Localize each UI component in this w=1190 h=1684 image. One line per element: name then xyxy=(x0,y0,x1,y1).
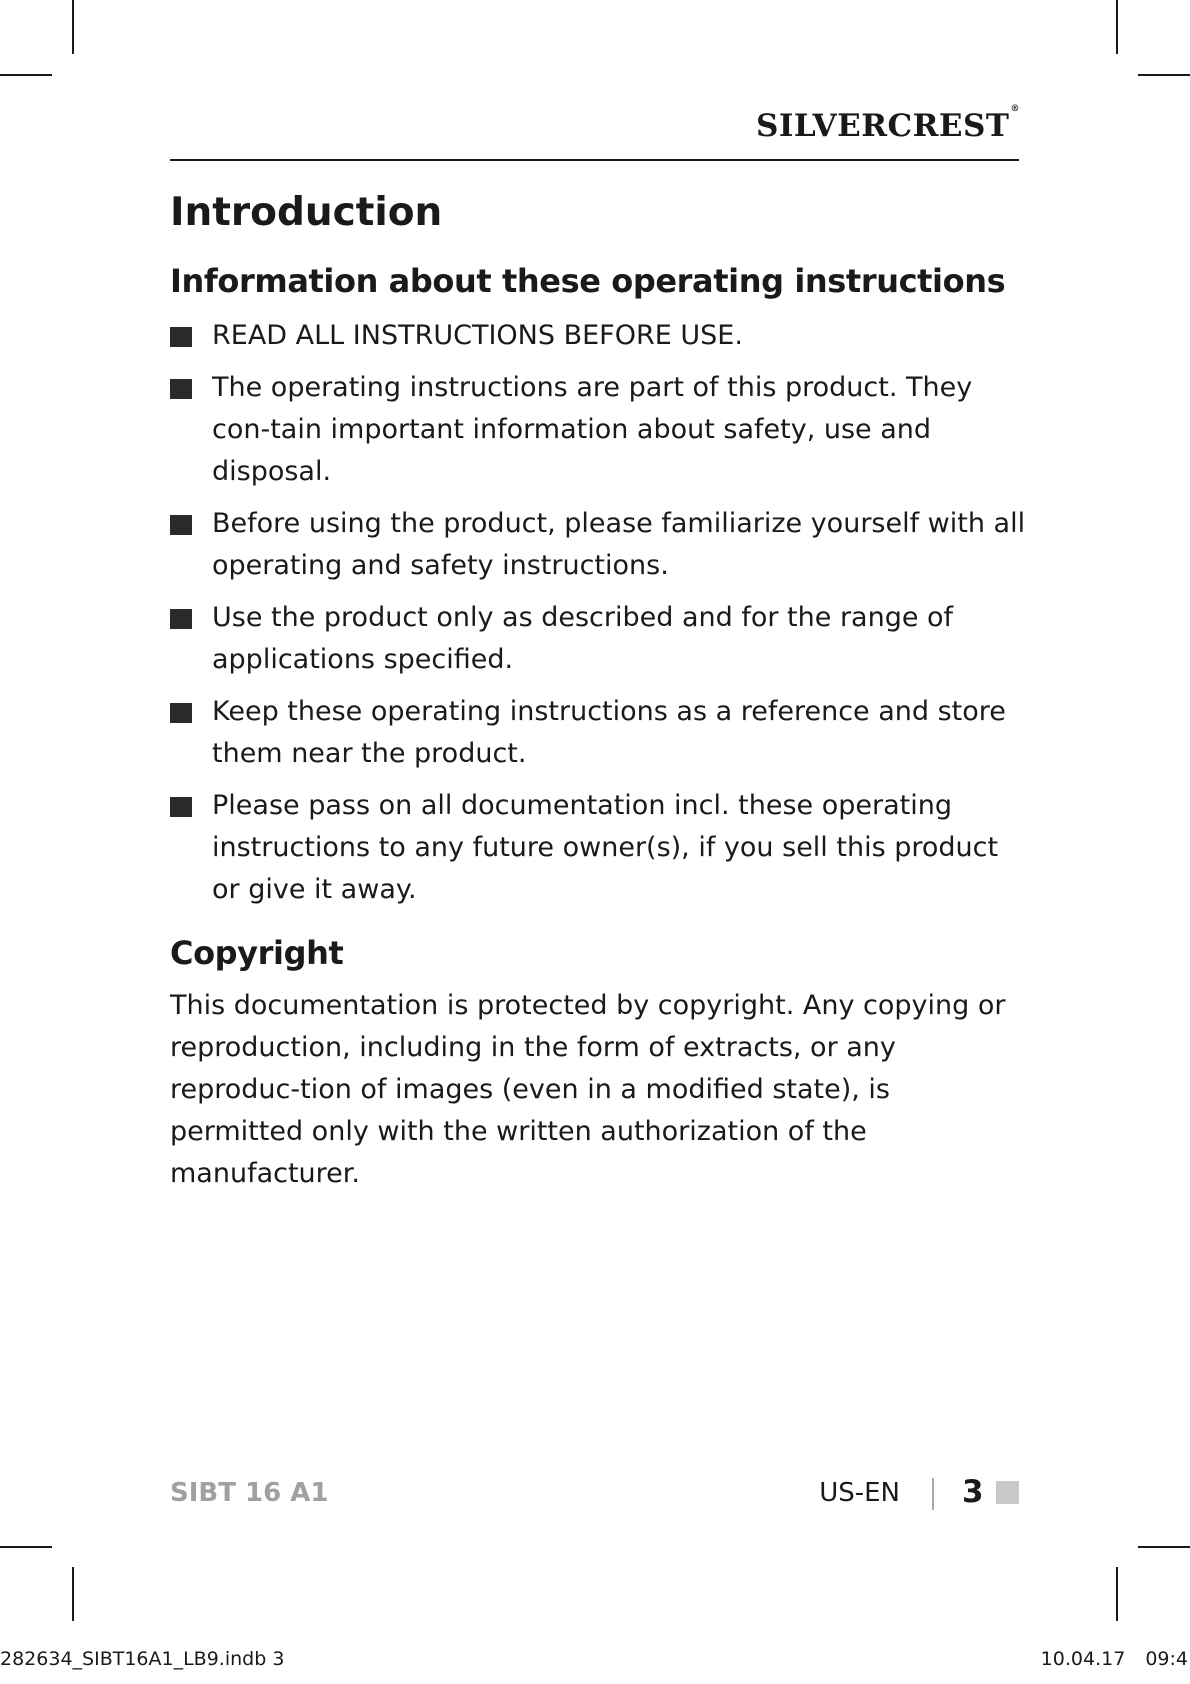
list-item-text: Please pass on all documentation incl. these operating instructions to any future owner(s), if you sell this product or give it away. xyxy=(212,789,999,905)
section-heading-copyright: Copyright xyxy=(170,933,344,972)
bullet-square-icon xyxy=(170,797,192,817)
list-item-text: Keep these operating instructions as a reference and store them near the product. xyxy=(212,695,1006,769)
footer-model-number: SIBT 16 A1 xyxy=(170,1478,329,1508)
list-item xyxy=(170,315,1030,357)
brand-registered-mark: ® xyxy=(1010,103,1020,114)
header-rule xyxy=(170,159,1019,161)
crop-mark xyxy=(1138,1546,1190,1548)
crop-mark xyxy=(72,0,74,54)
footer-language-code: US-EN xyxy=(819,1478,900,1508)
list-item-text: READ ALL INSTRUCTIONS BEFORE USE. xyxy=(212,319,743,351)
page-content xyxy=(170,190,1030,1195)
copyright-paragraph: This documentation is protected by copyright. Any copying or reproduction, including in the form of extracts, or any reproduc-tion of images (even in a modified state), is permitted only with the written authorization of the manufacturer. xyxy=(170,989,1006,1189)
brand-logo xyxy=(756,103,1020,144)
crop-mark xyxy=(1116,0,1118,54)
page-title: Introduction xyxy=(170,190,443,235)
bullet-square-icon xyxy=(170,515,192,535)
list-item-text: Use the product only as described and for the range of applications specified. xyxy=(212,601,954,675)
page-marker-square-icon xyxy=(996,1481,1019,1504)
page-number: 3 xyxy=(962,1474,984,1510)
section-heading-information: Information about these operating instructions xyxy=(170,261,1006,300)
crop-mark xyxy=(1138,74,1190,76)
bullet-square-icon xyxy=(170,379,192,399)
list-item-text: The operating instructions are part of this product. They con-tain important information about safety, use and disposal. xyxy=(212,371,973,487)
bullet-square-icon xyxy=(170,703,192,723)
list-item xyxy=(170,785,1030,911)
instructions-list xyxy=(170,315,1030,911)
list-item xyxy=(170,503,1030,587)
bullet-square-icon xyxy=(170,327,192,347)
crop-mark xyxy=(1116,1567,1118,1621)
crop-mark xyxy=(72,1567,74,1621)
list-item xyxy=(170,367,1030,493)
print-slug-filename: 282634_SIBT16A1_LB9.indb 3 xyxy=(0,1648,285,1670)
print-slug-datetime: 10.04.17 09:4 xyxy=(1040,1648,1188,1670)
crop-mark xyxy=(0,1546,52,1548)
crop-mark xyxy=(0,74,52,76)
list-item-text: Before using the product, please familiarize yourself with all operating and safety instructions. xyxy=(212,507,1026,581)
brand-name: SILVERCREST xyxy=(756,108,1010,144)
footer-separator xyxy=(932,1478,934,1510)
bullet-square-icon xyxy=(170,609,192,629)
list-item xyxy=(170,597,1030,681)
list-item xyxy=(170,691,1030,775)
